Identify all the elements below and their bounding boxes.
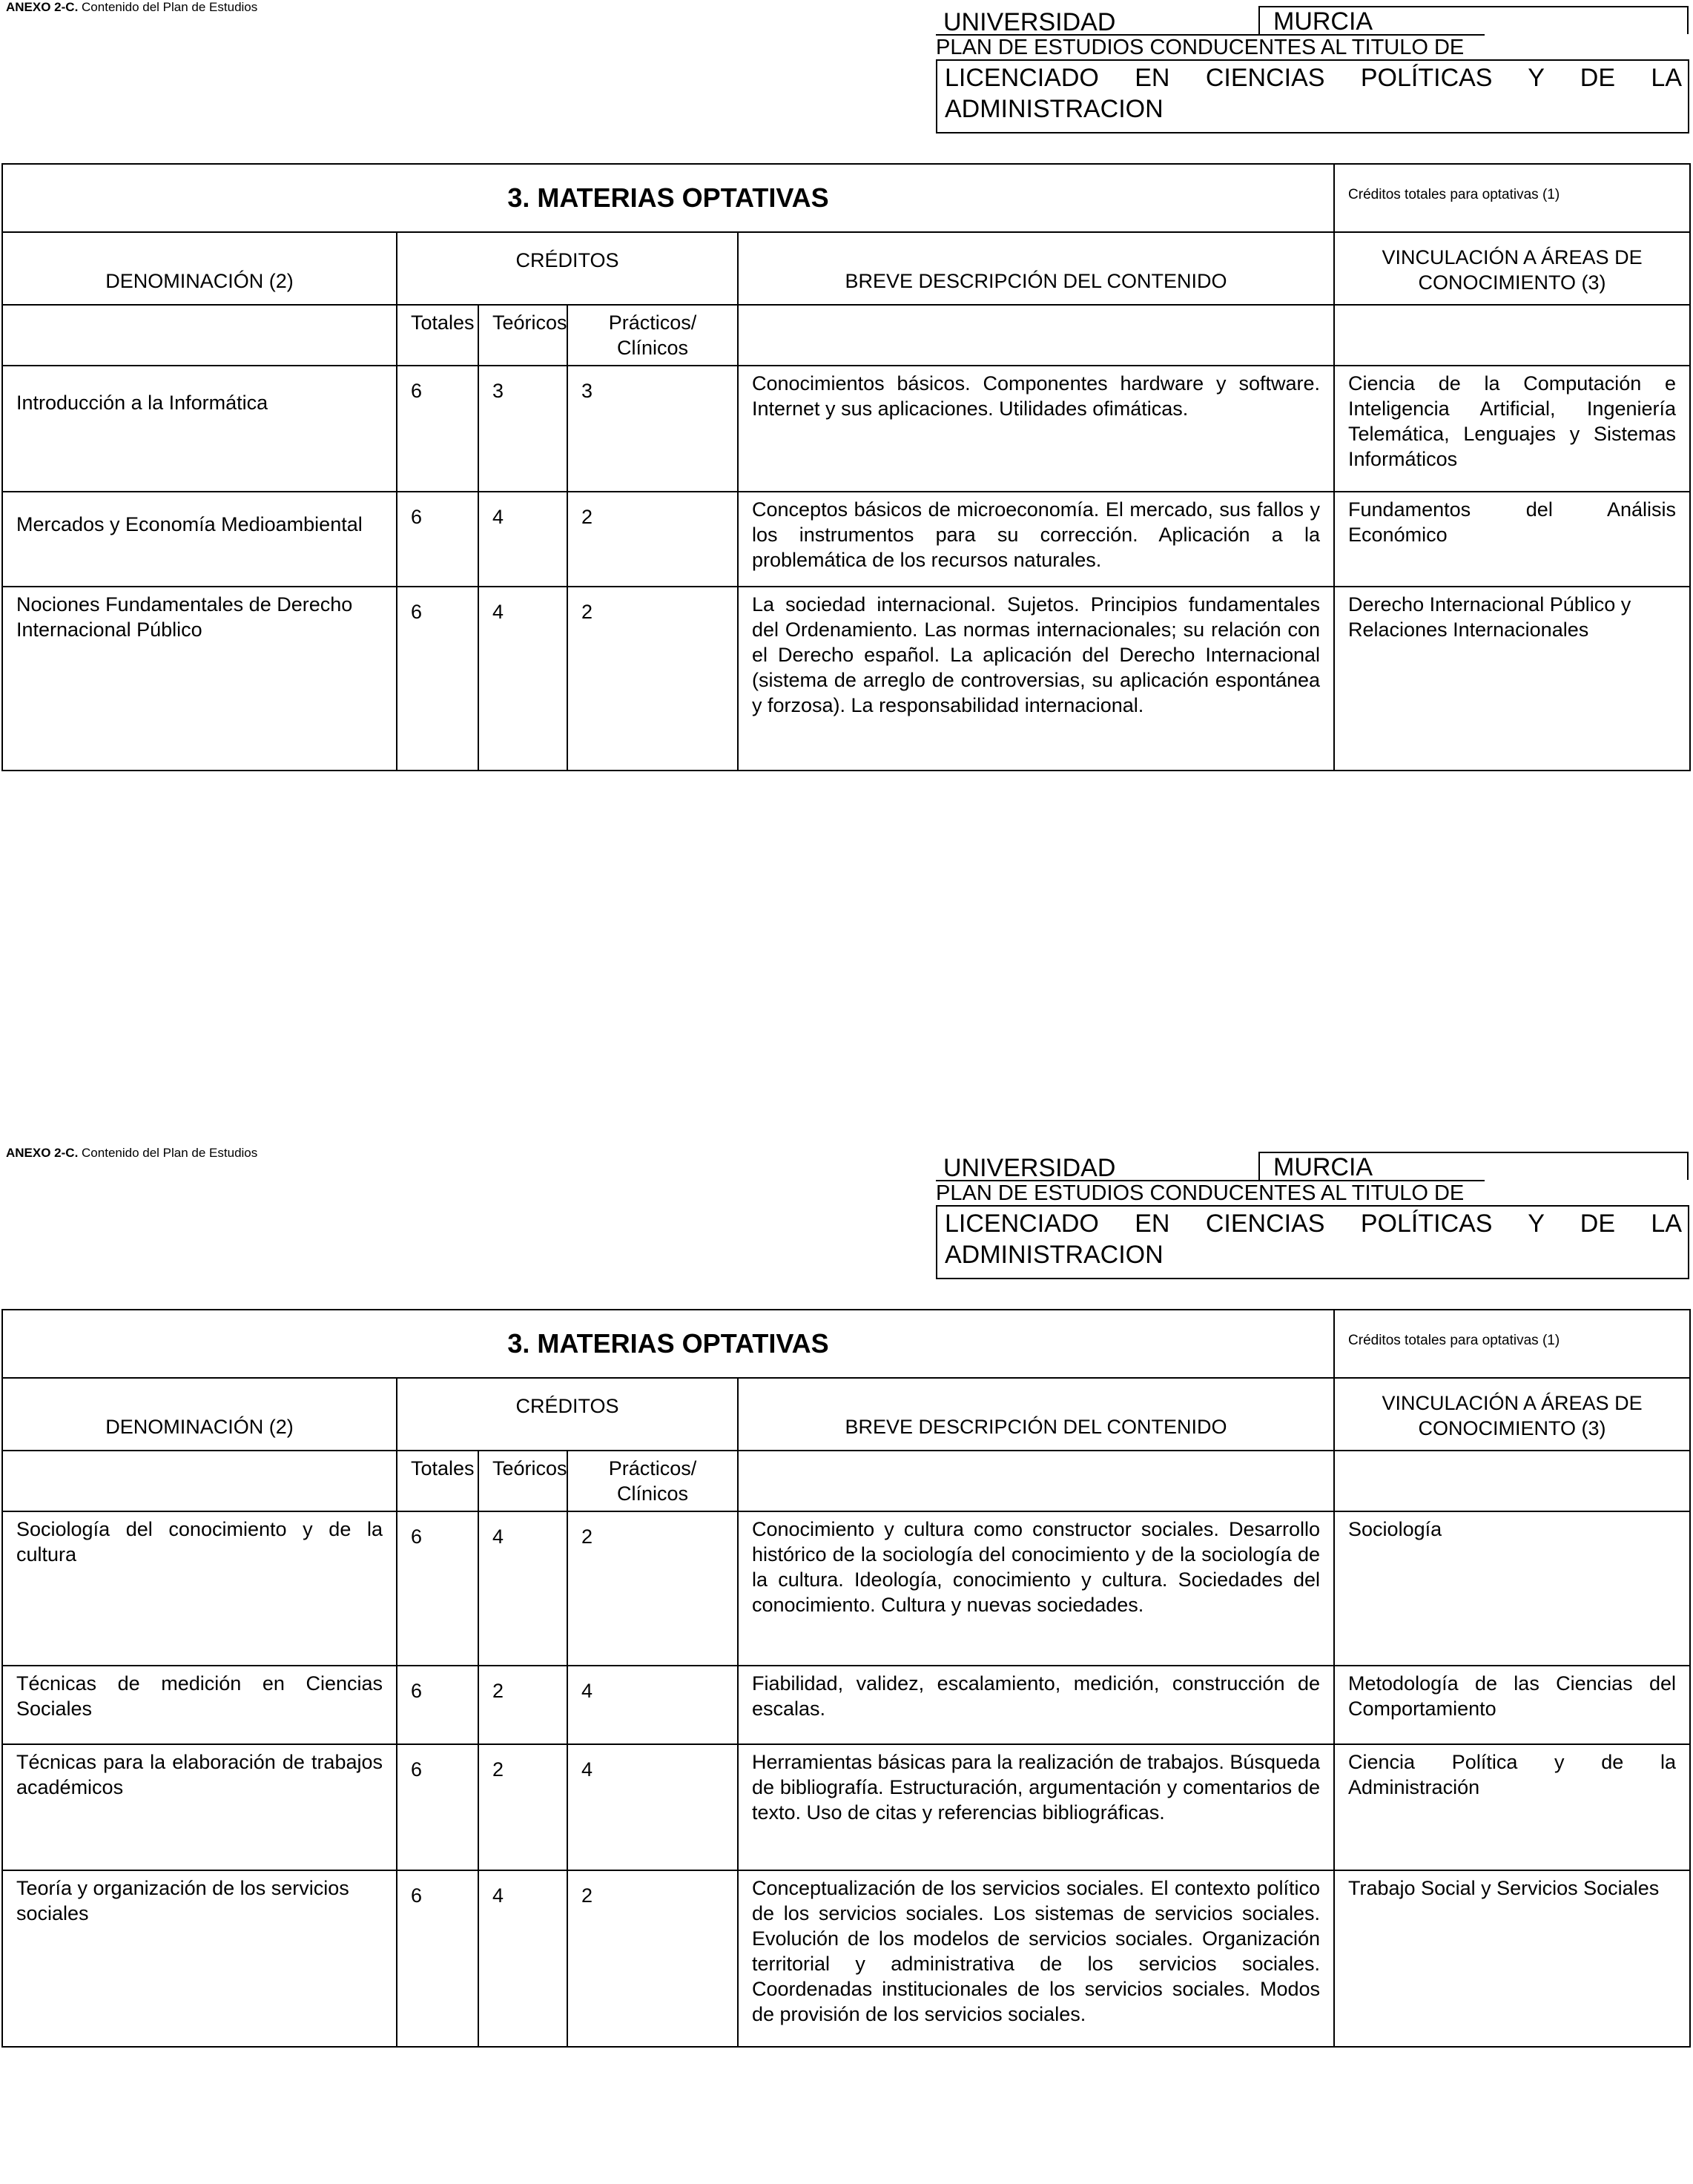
row-practicos: 2 <box>567 587 738 771</box>
row-name: Teoría y organización de los servicios sociales <box>2 1870 397 2047</box>
table-row <box>2 1666 1690 1744</box>
plan-line: PLAN DE ESTUDIOS CONDUCENTES AL TITULO DE <box>936 34 1485 59</box>
row-name: Sociología del conocimiento y de la cultura <box>2 1511 397 1666</box>
table-row <box>2 1870 1690 2047</box>
table-row <box>2 492 1690 587</box>
header-vinculacion: VINCULACIÓN A ÁREAS DE CONOCIMIENTO (3) <box>1334 232 1690 305</box>
row-practicos: 3 <box>567 366 738 492</box>
header-vinculacion: VINCULACIÓN A ÁREAS DE CONOCIMIENTO (3) <box>1334 1378 1690 1451</box>
document-page-1 <box>0 0 1693 1038</box>
row-teoricos: 4 <box>478 492 567 587</box>
table-row <box>2 587 1690 771</box>
row-practicos: 4 <box>567 1744 738 1870</box>
row-practicos: 2 <box>567 1511 738 1666</box>
annex-label: ANEXO 2-C. <box>6 1146 79 1160</box>
row-teoricos: 3 <box>478 366 567 492</box>
table-row <box>2 366 1690 492</box>
subheader-totales: Totales <box>397 305 478 366</box>
university-label: UNIVERSIDAD <box>943 1154 1116 1182</box>
row-area: Fundamentos del Análisis Económico <box>1334 492 1690 587</box>
row-description: Conocimiento y cultura como constructor sociales. Desarrollo histórico de la sociología del conocimiento y de la sociología de la cultura. Ideología, conocimiento y cultura. Sociedades del conocimiento. Cultura y nuevas sociedades. <box>738 1511 1334 1666</box>
annex-text: Contenido del Plan de Estudios <box>82 0 258 14</box>
header-creditos: CRÉDITOS <box>397 232 738 305</box>
row-name: Técnicas de medición en Ciencias Sociales <box>2 1666 397 1744</box>
header-creditos: CRÉDITOS <box>397 1378 738 1451</box>
table-row <box>2 1511 1690 1666</box>
row-practicos: 4 <box>567 1666 738 1744</box>
row-teoricos: 2 <box>478 1666 567 1744</box>
subheader-empty <box>2 1451 397 1511</box>
table-row <box>2 1744 1690 1870</box>
university-label: UNIVERSIDAD <box>943 8 1116 36</box>
annex-header <box>6 1146 257 1161</box>
subheader-empty <box>1334 305 1690 366</box>
subheader-practicos: Prácticos/ Clínicos <box>567 1451 738 1511</box>
row-totales: 6 <box>397 587 478 771</box>
row-area: Sociología <box>1334 1511 1690 1666</box>
table-title: 3. MATERIAS OPTATIVAS <box>2 1310 1334 1378</box>
row-totales: 6 <box>397 1666 478 1744</box>
row-area: Derecho Internacional Público y Relaciones Internacionales <box>1334 587 1690 771</box>
header-denominacion: DENOMINACIÓN (2) <box>2 1378 397 1451</box>
header-denominacion: DENOMINACIÓN (2) <box>2 232 397 305</box>
header-descripcion: BREVE DESCRIPCIÓN DEL CONTENIDO <box>738 1378 1334 1451</box>
row-area: Trabajo Social y Servicios Sociales <box>1334 1870 1690 2047</box>
row-practicos: 2 <box>567 1870 738 2047</box>
university-block <box>936 1152 1689 1279</box>
optativas-note: Créditos totales para optativas (1) <box>1334 1310 1690 1378</box>
row-teoricos: 4 <box>478 587 567 771</box>
degree-title: LICENCIADO EN CIENCIAS POLÍTICAS Y DE LA ADMINISTRACION <box>936 59 1689 133</box>
row-area: Metodología de las Ciencias del Comportamiento <box>1334 1666 1690 1744</box>
subheader-teoricos: Teóricos <box>478 305 567 366</box>
university-value: MURCIA <box>1258 1152 1689 1180</box>
row-totales: 6 <box>397 366 478 492</box>
annex-header <box>6 0 257 15</box>
row-practicos: 2 <box>567 492 738 587</box>
header-descripcion: BREVE DESCRIPCIÓN DEL CONTENIDO <box>738 232 1334 305</box>
row-description: Fiabilidad, validez, escalamiento, medición, construcción de escalas. <box>738 1666 1334 1744</box>
row-name: Mercados y Economía Medioambiental <box>2 492 397 587</box>
row-description: Conocimientos básicos. Componentes hardware y software. Internet y sus aplicaciones. Utilidades ofimáticas. <box>738 366 1334 492</box>
row-area: Ciencia de la Computación e Inteligencia Artificial, Ingeniería Telemática, Lenguajes y Sistemas Informáticos <box>1334 366 1690 492</box>
optativas-note: Créditos totales para optativas (1) <box>1334 164 1690 232</box>
row-teoricos: 4 <box>478 1511 567 1666</box>
university-block <box>936 6 1689 133</box>
subheader-empty <box>2 305 397 366</box>
row-name: Técnicas para la elaboración de trabajos académicos <box>2 1744 397 1870</box>
university-value: MURCIA <box>1258 6 1689 34</box>
degree-title: LICENCIADO EN CIENCIAS POLÍTICAS Y DE LA ADMINISTRACION <box>936 1205 1689 1279</box>
row-description: Conceptos básicos de microeconomía. El mercado, sus fallos y los instrumentos para su corrección. Aplicación a la problemática de los recursos naturales. <box>738 492 1334 587</box>
row-totales: 6 <box>397 492 478 587</box>
row-totales: 6 <box>397 1511 478 1666</box>
row-totales: 6 <box>397 1744 478 1870</box>
subheader-totales: Totales <box>397 1451 478 1511</box>
plan-line: PLAN DE ESTUDIOS CONDUCENTES AL TITULO DE <box>936 1180 1485 1205</box>
table-title: 3. MATERIAS OPTATIVAS <box>2 164 1334 232</box>
row-area: Ciencia Política y de la Administración <box>1334 1744 1690 1870</box>
annex-label: ANEXO 2-C. <box>6 0 79 14</box>
materias-table <box>1 1309 1691 2048</box>
row-description: La sociedad internacional. Sujetos. Principios fundamentales del Ordenamiento. Las normas internacionales; su relación con el Derecho español. La aplicación del Derecho Internacional (sistema de arreglo de controversias, su aplicación espontánea y forzosa). La responsabilidad internacional. <box>738 587 1334 771</box>
row-teoricos: 2 <box>478 1744 567 1870</box>
subheader-empty <box>738 1451 1334 1511</box>
subheader-empty <box>738 305 1334 366</box>
row-totales: 6 <box>397 1870 478 2047</box>
row-description: Conceptualización de los servicios sociales. El contexto político de los servicios sociales. Los sistemas de servicios sociales. Evolución de los modelos de servicios sociales. Organización territorial y administrativa de los servicios sociales. Coordenadas institucionales de los servicios sociales. Modos de provisión de los servicios sociales. <box>738 1870 1334 2047</box>
document-page-2 <box>0 1146 1693 2184</box>
row-name: Nociones Fundamentales de Derecho Internacional Público <box>2 587 397 771</box>
row-description: Herramientas básicas para la realización de trabajos. Búsqueda de bibliografía. Estructuración, argumentación y comentarios de texto. Uso de citas y referencias bibliográficas. <box>738 1744 1334 1870</box>
subheader-empty <box>1334 1451 1690 1511</box>
subheader-practicos: Prácticos/ Clínicos <box>567 305 738 366</box>
row-teoricos: 4 <box>478 1870 567 2047</box>
row-name: Introducción a la Informática <box>2 366 397 492</box>
materias-table <box>1 163 1691 771</box>
annex-text: Contenido del Plan de Estudios <box>82 1146 258 1160</box>
subheader-teoricos: Teóricos <box>478 1451 567 1511</box>
